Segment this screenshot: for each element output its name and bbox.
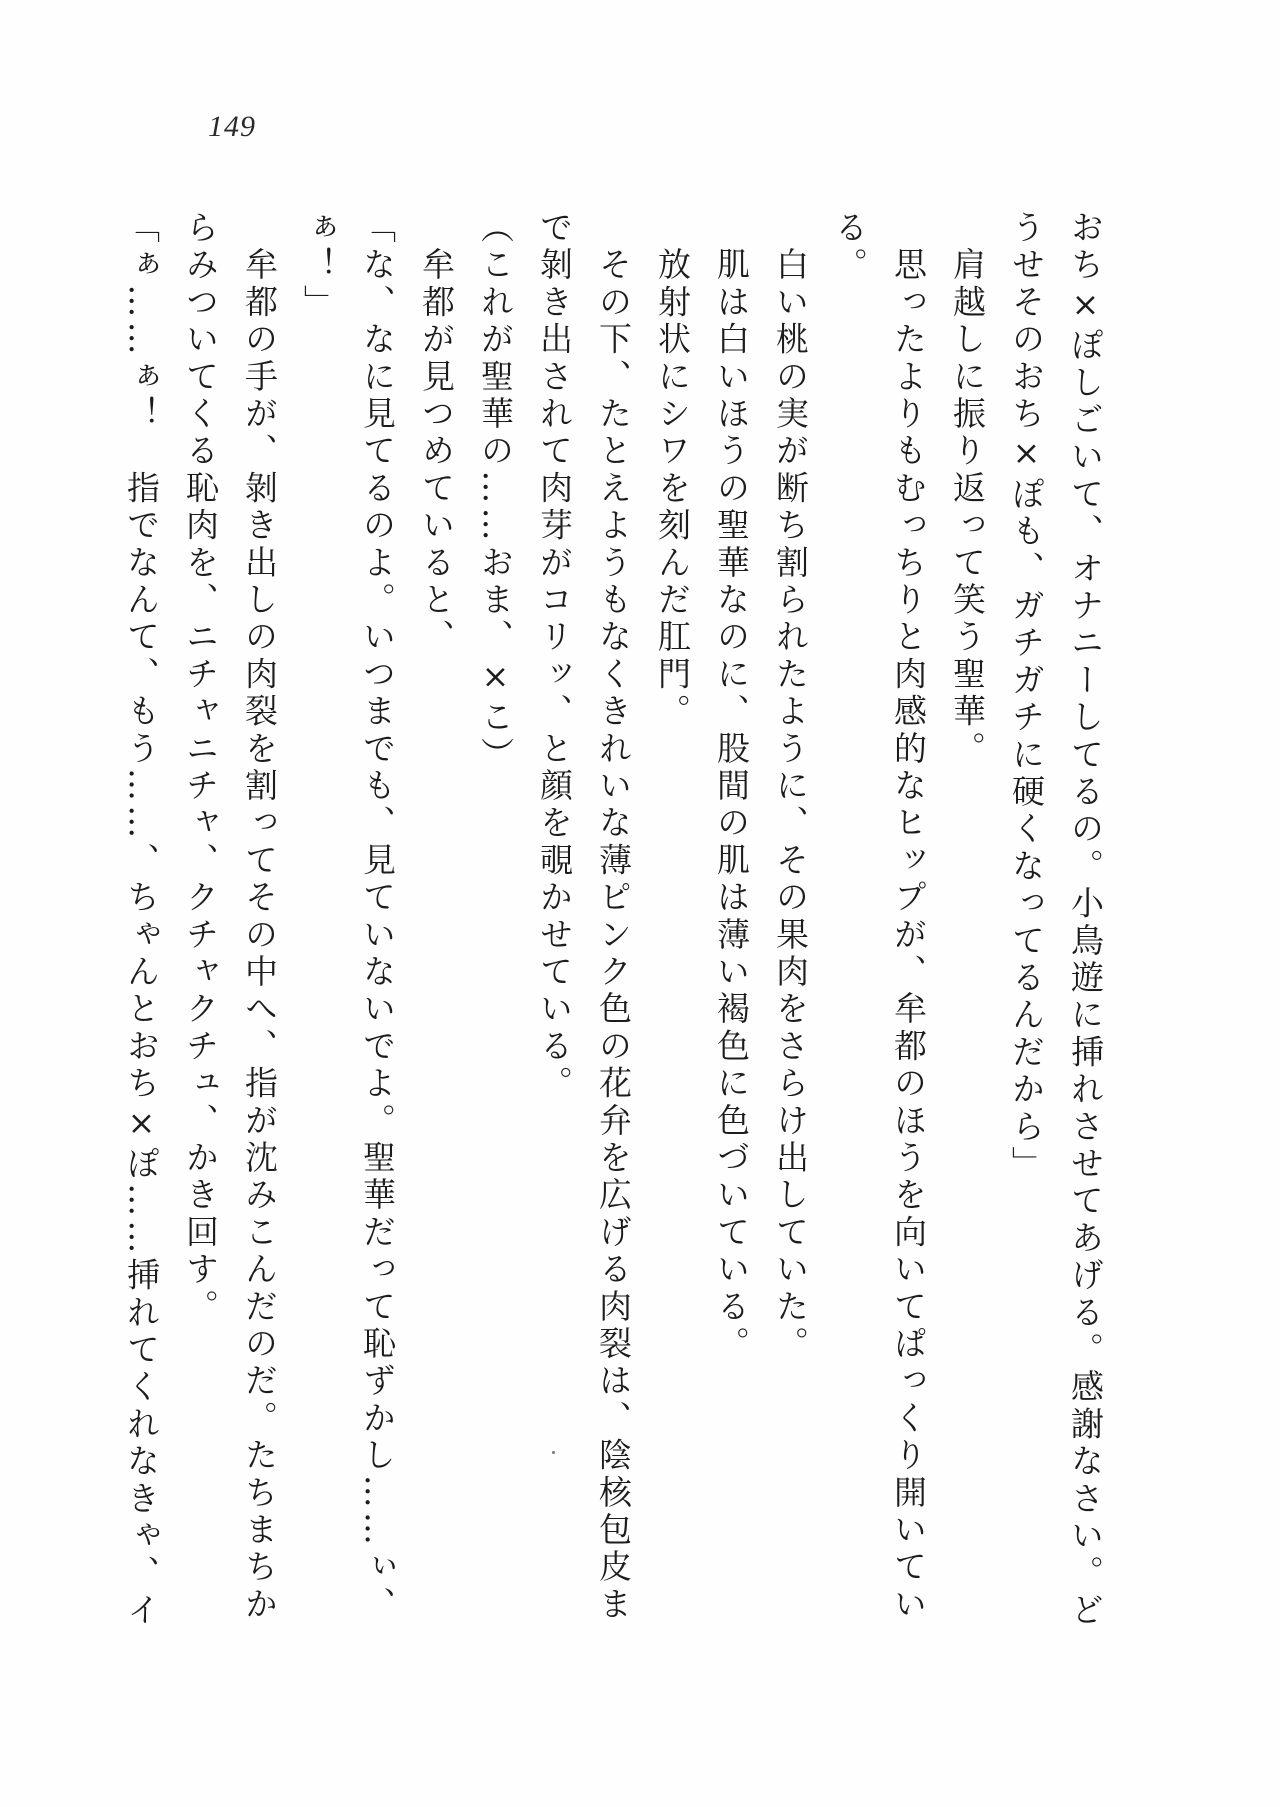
vertical-text-body — [122, 210, 1115, 1730]
text-line: おち×ぽしごいて、オナニーしてるの。小鳥遊に挿れさせてあげる。感謝なさい。ど — [1066, 210, 1105, 1630]
text-line: 牟都が見つめていると、 — [417, 210, 456, 657]
text-line: で剝き出されて肉芽がコリッ、と顔を覗かせている。 — [535, 210, 574, 1103]
text-line: 放射状にシワを刻んだ肛門。 — [653, 210, 692, 731]
text-line: 「ぁ……ぁ！ 指でなんて、もう……、ちゃんとおち×ぽ……挿れてくれなきゃ、イ — [122, 210, 161, 1630]
text-line: る。 — [830, 210, 869, 285]
text-line: 白い桃の実が断ち割られたように、その果肉をさらけ出していた。 — [771, 210, 810, 1364]
text-line: その下、たとえようもなくきれいな薄ピンク色の花弁を広げる肉裂は、陰核包皮ま — [594, 210, 633, 1624]
text-line: 牟都の手が、剝き出しの肉裂を割ってその中へ、指が沈みこんだのだ。たちまちか — [240, 210, 279, 1624]
text-line: 「な、なに見てるのよ。いつまでも、見ていないでよ。聖華だって恥ずかし……ぃ、 — [358, 210, 397, 1624]
text-line: 肩越しに振り返って笑う聖華。 — [948, 210, 987, 768]
text-line: らみついてくる恥肉を、ニチャニチャ、クチャクチュ、かき回す。 — [181, 210, 220, 1326]
text-line: ぁ！」 — [299, 210, 338, 322]
text-line: 肌は白いほうの聖華なのに、股間の肌は薄い褐色に色づいている。 — [712, 210, 751, 1364]
text-line: うせそのおち×ぽも、ガチガチに硬くなってるんだから」 — [1007, 210, 1046, 1184]
page-number: 149 — [208, 110, 256, 143]
text-line: 思ったよりもむっちりと肉感的なヒップが、牟都のほうを向いてぱっくり開いてい — [889, 210, 928, 1624]
scan-speck — [552, 1451, 555, 1454]
text-line: （これが聖華の……おま、×こ） — [476, 210, 515, 774]
